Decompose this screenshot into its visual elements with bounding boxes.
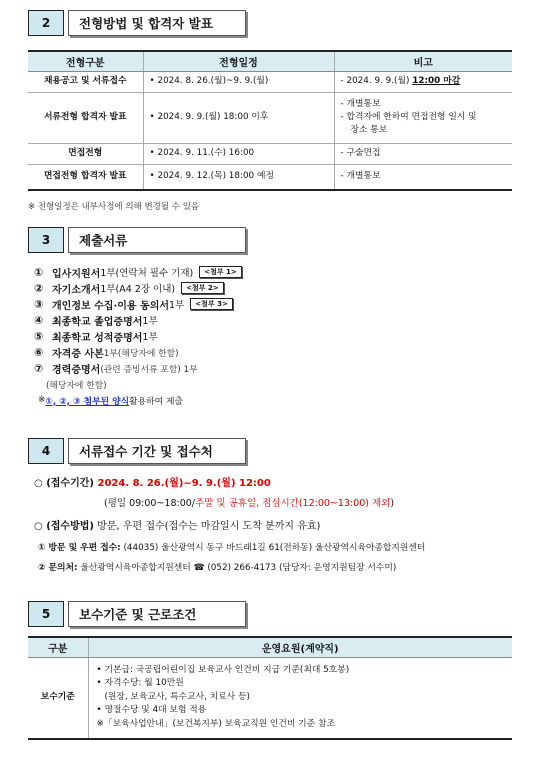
col-header: 운영요원(계약직) (88, 637, 512, 657)
item-mark: ② (34, 281, 44, 295)
list-item (34, 328, 242, 344)
excluded-time: 주말 및 공휴일, 점심시간(12:00~13:00) 제외 (195, 498, 391, 509)
detail-line: ※「보육사업안내」(보건복지부) 보육교직원 인건비 기준 참조 (96, 719, 335, 729)
item-name: 최종학교 성적증명서 (52, 332, 143, 344)
period-label: ○ (접수기간) (34, 478, 98, 489)
section-number: 2 (28, 10, 64, 36)
item-name: 자기소개서 (52, 284, 101, 296)
item-desc: 1부(해당자에 한함) (103, 348, 179, 359)
row-schedule: • 2024. 8. 26.(월)~9. 9.(월) (143, 71, 334, 92)
section-number: 4 (28, 438, 64, 464)
note-mark: ※ (38, 395, 46, 405)
row-label: 보수기준 (28, 657, 88, 739)
schedule-footnote: ※ 전형일정은 내부사정에 의해 변경될 수 있음 (28, 202, 200, 212)
note-line: - 합격자에 한하여 면접전형 일시 및 (340, 112, 477, 123)
schedule-table (28, 50, 512, 191)
contact-value: 울산광역시육아종합지원센터 ☎ (052) 266-4173 (담당자: 운영지원팀장 서수미) (77, 563, 397, 573)
note-text: - 2024. 9. 9.(월) (340, 75, 413, 86)
section-5-header (28, 601, 246, 627)
section-title: 전형방법 및 합격자 발표 (68, 10, 246, 36)
item-desc: 1부 (142, 332, 158, 343)
application-period (34, 474, 271, 489)
section-number: 5 (28, 601, 64, 627)
item-desc: 1부 (169, 300, 185, 311)
col-header: 구분 (28, 637, 88, 657)
row-type: 채용공고 및 서류접수 (28, 71, 143, 92)
detail-line: (원장, 보육교사, 특수교사, 치료사 등) (104, 691, 250, 702)
section-title: 제출서류 (68, 227, 246, 253)
contact-label: ② 문의처: (38, 563, 78, 573)
note-line: - 개별통보 (340, 99, 381, 110)
col-header: 비고 (334, 51, 512, 71)
note-line: 장소 통보 (350, 124, 388, 135)
method-value: 방문, 우편 접수(접수는 마감일시 도착 분까지 유효) (94, 521, 321, 532)
salary-details (88, 657, 512, 739)
list-item (34, 264, 242, 280)
method-label: ○ (접수방법) (34, 521, 94, 532)
item-mark: ③ (34, 297, 44, 311)
detail-line: • 자격수당: 월 10만원 (96, 678, 184, 689)
section-4-header (28, 438, 246, 464)
note-text: 활용하여 제출 (129, 396, 183, 407)
table-row (28, 657, 512, 739)
detail-line: • 기본급: 국공립어린이집 보육교사 인건비 지급 기준(최대 5호봉) (96, 664, 350, 675)
address-label: ① 방문 및 우편 접수: (38, 543, 121, 553)
section-title: 서류접수 기간 및 접수처 (68, 438, 246, 464)
row-type: 서류전형 합격자 발표 (28, 92, 143, 143)
item-mark: ④ (34, 313, 44, 327)
application-method (34, 517, 320, 532)
item-mark: ⑥ (34, 345, 44, 359)
attachment-badge: <첨부 1> (199, 266, 242, 278)
item-mark: ① (34, 265, 44, 279)
table-row (28, 92, 512, 143)
row-type: 면접전형 (28, 143, 143, 164)
period-detail (104, 495, 394, 509)
detail-text: ) (390, 498, 395, 509)
row-schedule: • 2024. 9. 9.(월) 18:00 이후 (143, 92, 334, 143)
item-mark: ⑤ (34, 329, 44, 343)
item-name: 개인정보 수집·이용 동의서 (52, 300, 170, 312)
section-number: 3 (28, 227, 64, 253)
section-2-header (28, 10, 246, 36)
submission-note (34, 392, 242, 408)
attachment-badge: <첨부 2> (181, 282, 224, 294)
salary-table (28, 636, 512, 740)
item-desc: (관련 증빙서류 포함) 1부 (100, 364, 198, 375)
period-value: 2024. 8. 26.(월)~9. 9.(월) 12:00 (97, 478, 271, 489)
contact-line (38, 560, 396, 573)
item-desc: 1부(A4 2장 이내) (100, 284, 176, 295)
list-item (34, 344, 242, 360)
row-note: - 개별통보 (334, 164, 512, 190)
section-3-header (28, 227, 246, 253)
detail-text: (평일 09:00~18:00/ (104, 498, 195, 509)
row-type: 면접전형 합격자 발표 (28, 164, 143, 190)
form-link[interactable]: ①, ②, ③ 첨부된 양식 (45, 396, 130, 407)
item-name: 자격증 사본 (52, 348, 104, 360)
table-row (28, 71, 512, 92)
document-list (34, 264, 242, 408)
col-header: 전형구분 (28, 51, 143, 71)
item-name: 경력증명서 (52, 364, 101, 376)
detail-line: • 명절수당 및 4대 보험 적용 (96, 705, 207, 716)
table-row (28, 164, 512, 190)
row-schedule: • 2024. 9. 12.(목) 18:00 예정 (143, 164, 334, 190)
table-row (28, 143, 512, 164)
list-item (34, 360, 242, 376)
item-desc: 1부(연락처 필수 기재) (100, 268, 194, 279)
section-title: 보수기준 및 근로조건 (68, 601, 246, 627)
row-schedule: • 2024. 9. 11.(수) 16:00 (143, 143, 334, 164)
item-desc: 1부 (142, 316, 158, 327)
row-note (334, 92, 512, 143)
attachment-badge: <첨부 3> (190, 298, 233, 310)
address-line (38, 540, 425, 553)
row-note (334, 71, 512, 92)
list-item (34, 296, 242, 312)
row-note: - 구술면접 (334, 143, 512, 164)
deadline-emph: 12:00 마감 (412, 75, 461, 86)
item-sub: (해당자에 한함) (46, 380, 107, 391)
list-item (34, 280, 242, 296)
item-name: 최종학교 졸업증명서 (52, 316, 143, 328)
item-name: 입사지원서 (52, 268, 101, 280)
col-header: 전형일정 (143, 51, 334, 71)
address-value: (44035) 울산광역시 동구 바드래1길 61(전하동) 울산광역시육아종합지원센터 (120, 543, 426, 553)
list-item (34, 312, 242, 328)
item-mark: ⑦ (34, 361, 44, 375)
